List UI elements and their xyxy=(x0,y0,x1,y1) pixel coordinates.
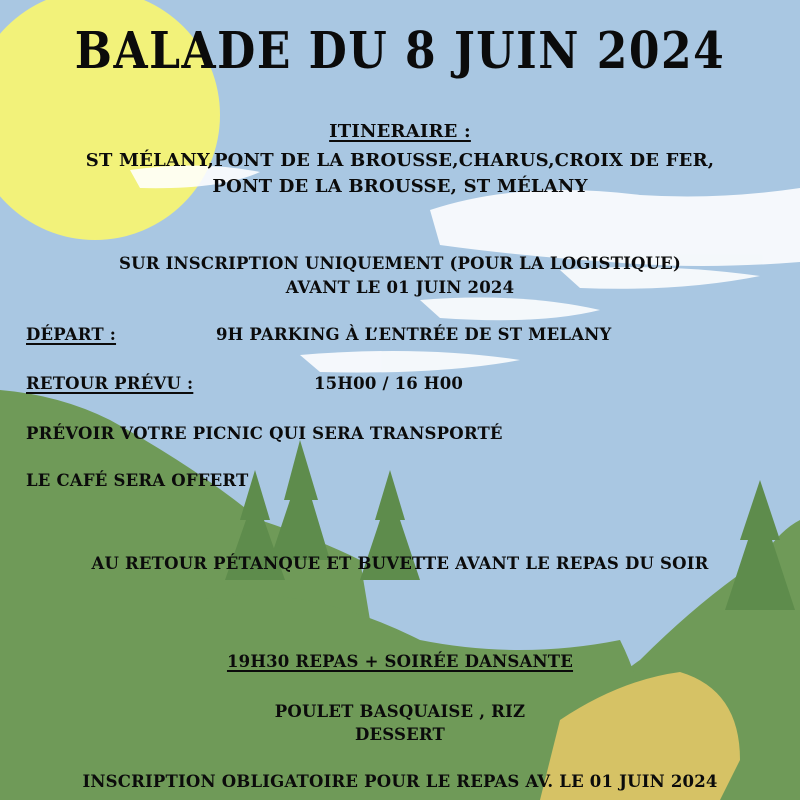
poster-title: BALADE DU 8 JUIN 2024 xyxy=(74,22,726,81)
depart-label: DÉPART : xyxy=(26,325,117,344)
menu-line-1: POULET BASQUAISE , RIZ xyxy=(274,702,526,721)
footer-note: INSCRIPTION OBLIGATOIRE POUR LE REPAS AV. LE 01 JUIN 2024 xyxy=(82,772,718,791)
petanque-note: AU RETOUR PÉTANQUE ET BUVETTE AVANT LE REPAS DU SOIR xyxy=(91,554,709,573)
picnic-note: PRÉVOIR VOTRE PICNIC QUI SERA TRANSPORTÉ xyxy=(26,424,503,443)
menu-line-2: DESSERT xyxy=(354,725,446,744)
depart-value: 9H PARKING À L’ENTRÉE DE ST MELANY xyxy=(216,325,612,344)
repas-heading: 19H30 REPAS + SOIRÉE DANSANTE xyxy=(226,652,574,671)
itineraire-heading: ITINERAIRE : xyxy=(329,121,471,142)
inscription-line-1: SUR INSCRIPTION UNIQUEMENT (POUR LA LOGISTIQUE) xyxy=(119,254,681,273)
itineraire-line-1: ST MÉLANY,PONT DE LA BROUSSE,CHARUS,CROIX DE FER, xyxy=(85,150,715,171)
itineraire-line-2: PONT DE LA BROUSSE, ST MÉLANY xyxy=(212,176,588,197)
retour-label: RETOUR PRÉVU : xyxy=(26,374,194,393)
inscription-line-2: AVANT LE 01 JUIN 2024 xyxy=(285,278,515,297)
cafe-note: LE CAFÉ SERA OFFERT xyxy=(26,471,249,490)
retour-value: 15H00 / 16 H00 xyxy=(314,374,464,393)
